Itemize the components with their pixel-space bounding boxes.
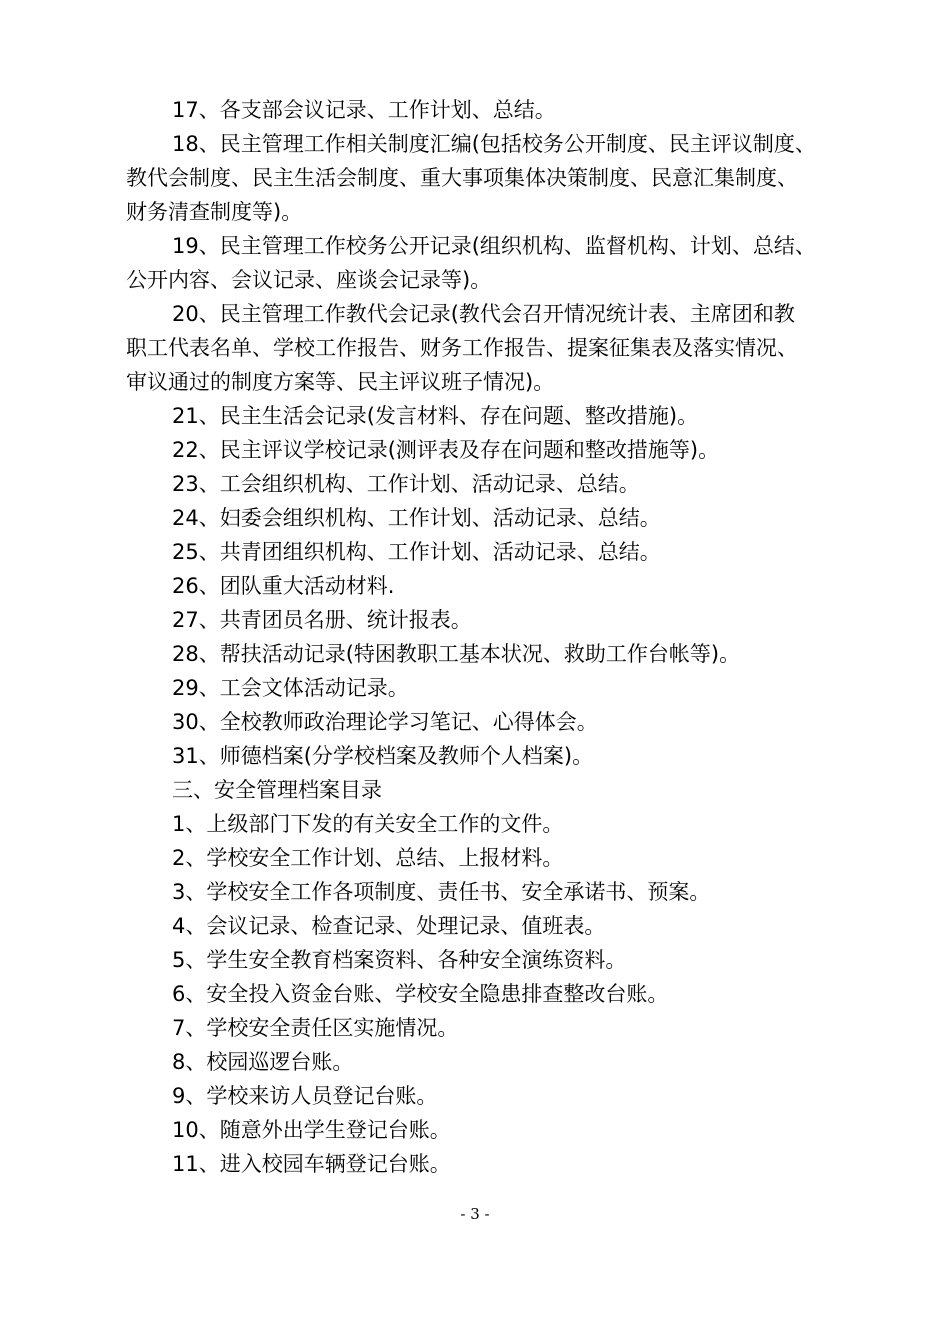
- paragraph-line: 8、校园巡逻台账。: [172, 1050, 354, 1074]
- paragraph-line: 20、民主管理工作教代会记录(教代会召开情况统计表、主席团和教: [172, 302, 795, 326]
- paragraph-line: 4、会议记录、检查记录、处理记录、值班表。: [172, 914, 606, 938]
- document-paragraph: [126, 467, 850, 501]
- paragraph-line: 31、师德档案(分学校档案及教师个人档案)。: [172, 744, 594, 768]
- paragraph-line: 6、安全投入资金台账、学校安全隐患排查整改台账。: [172, 982, 669, 1006]
- paragraph-line: 三、安全管理档案目录: [172, 778, 382, 802]
- paragraph-line: 教代会制度、民主生活会制度、重大事项集体决策制度、民意汇集制度、: [126, 166, 798, 190]
- paragraph-line: 财务清查制度等)。: [126, 200, 303, 224]
- document-paragraph: [126, 1011, 850, 1045]
- document-paragraph: [126, 1045, 850, 1079]
- paragraph-line: 27、共青团员名册、统计报表。: [172, 608, 472, 632]
- paragraph-line: 5、学生安全教育档案资料、各种安全演练资料。: [172, 948, 627, 972]
- paragraph-line: 25、共青团组织机构、工作计划、活动记录、总结。: [172, 540, 661, 564]
- document-paragraph: [126, 501, 850, 535]
- document-paragraph: [126, 229, 850, 297]
- document-paragraph: [126, 637, 850, 671]
- paragraph-line: 2、学校安全工作计划、总结、上报材料。: [172, 846, 564, 870]
- document-paragraph: [126, 93, 850, 127]
- paragraph-line: 1、上级部门下发的有关安全工作的文件。: [172, 812, 564, 836]
- paragraph-line: 17、各支部会议记录、工作计划、总结。: [172, 98, 556, 122]
- paragraph-line: 29、工会文体活动记录。: [172, 676, 409, 700]
- paragraph-line: 3、学校安全工作各项制度、责任书、安全承诺书、预案。: [172, 880, 711, 904]
- document-paragraph: [126, 909, 850, 943]
- paragraph-line: 21、民主生活会记录(发言材料、存在问题、整改措施)。: [172, 404, 699, 428]
- document-paragraph: [126, 977, 850, 1011]
- paragraph-line: 28、帮扶活动记录(特困教职工基本状况、救助工作台帐等)。: [172, 642, 741, 666]
- paragraph-line: 18、民主管理工作相关制度汇编(包括校务公开制度、民主评议制度、: [172, 132, 816, 156]
- document-paragraph: [126, 399, 850, 433]
- paragraph-line: 23、工会组织机构、工作计划、活动记录、总结。: [172, 472, 640, 496]
- paragraph-line: 审议通过的制度方案等、民主评议班子情况)。: [126, 370, 555, 394]
- document-paragraph: [126, 943, 850, 977]
- document-paragraph: [126, 1147, 850, 1181]
- document-paragraph: [126, 841, 850, 875]
- document-paragraph: [126, 773, 850, 807]
- page-number: - 3 -: [460, 1205, 490, 1223]
- document-paragraph: [126, 297, 850, 399]
- document-paragraph: [126, 807, 850, 841]
- paragraph-line: 7、学校安全责任区实施情况。: [172, 1016, 459, 1040]
- paragraph-line: 22、民主评议学校记录(测评表及存在问题和整改措施等)。: [172, 438, 720, 462]
- document-paragraph: [126, 603, 850, 637]
- document-paragraph: [126, 1113, 850, 1147]
- paragraph-line: 30、全校教师政治理论学习笔记、心得体会。: [172, 710, 598, 734]
- paragraph-line: 24、妇委会组织机构、工作计划、活动记录、总结。: [172, 506, 661, 530]
- paragraph-line: 9、学校来访人员登记台账。: [172, 1084, 438, 1108]
- paragraph-line: 19、民主管理工作校务公开记录(组织机构、监督机构、计划、总结、: [172, 234, 816, 258]
- document-body: [126, 93, 850, 1181]
- document-paragraph: [126, 739, 850, 773]
- document-paragraph: [126, 671, 850, 705]
- document-paragraph: [126, 433, 850, 467]
- paragraph-line: 10、随意外出学生登记台账。: [172, 1118, 451, 1142]
- paragraph-line: 职工代表名单、学校工作报告、财务工作报告、提案征集表及落实情况、: [126, 336, 798, 360]
- document-paragraph: [126, 569, 850, 603]
- document-paragraph: [126, 705, 850, 739]
- document-paragraph: [126, 535, 850, 569]
- paragraph-line: 公开内容、会议记录、座谈会记录等)。: [126, 268, 492, 292]
- paragraph-line: 26、团队重大活动材料.: [172, 574, 395, 598]
- document-paragraph: [126, 875, 850, 909]
- paragraph-line: 11、进入校园车辆登记台账。: [172, 1152, 451, 1176]
- document-paragraph: [126, 127, 850, 229]
- document-paragraph: [126, 1079, 850, 1113]
